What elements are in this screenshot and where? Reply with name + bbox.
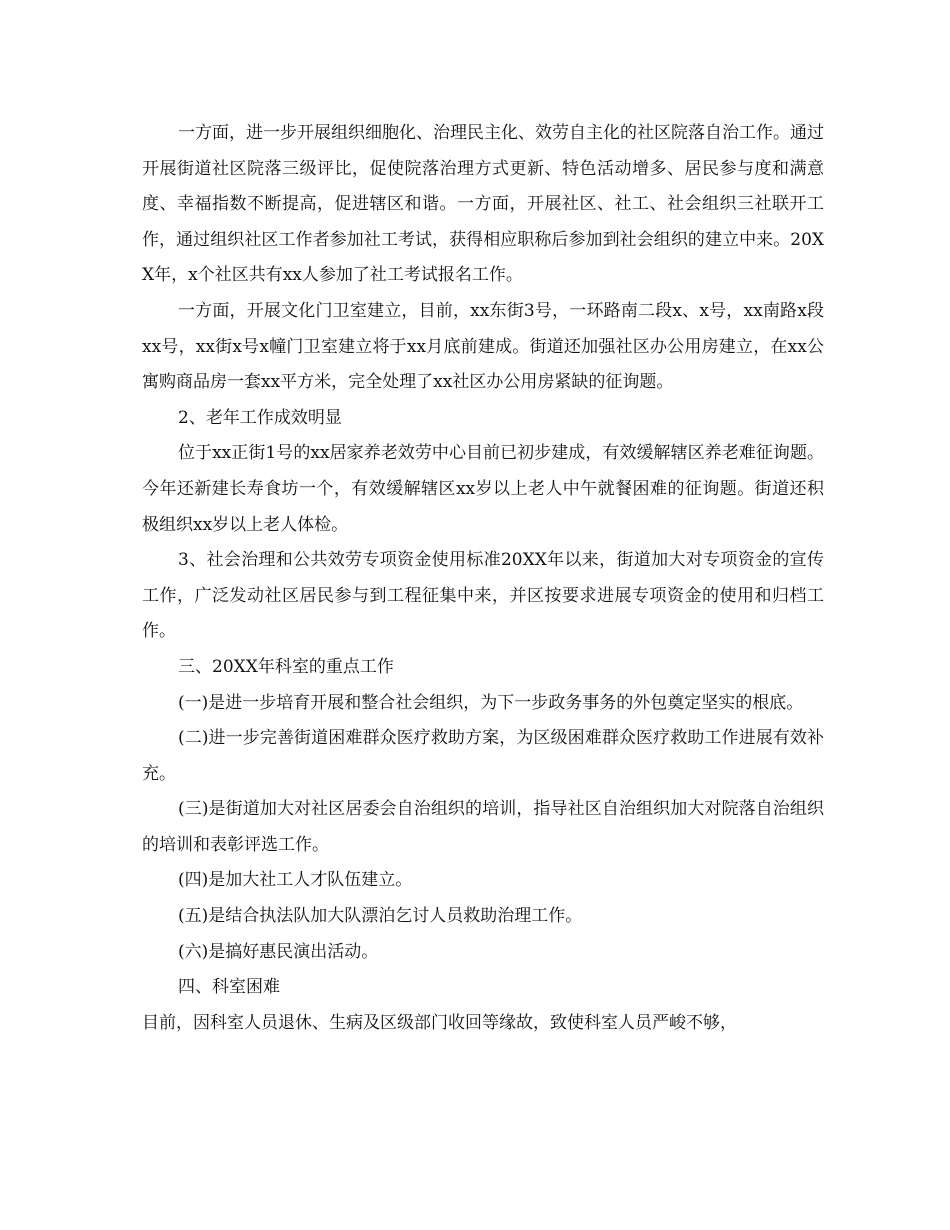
list-item-key-work-5: (五)是结合执法队加大队漂泊乞讨人员救助治理工作。 <box>178 906 583 927</box>
list-item-key-work-2: (二)进一步完善街道困难群众医疗救助方案，为区级困难群众医疗救助工作进展有效补充。 <box>142 728 824 784</box>
section-heading-key-work: 三、20XX年科室的重点工作 <box>178 656 394 677</box>
list-item-key-work-4: (四)是加大社工人才队伍建立。 <box>178 870 413 891</box>
section-heading-elderly-work: 2、老年工作成效明显 <box>178 407 342 428</box>
paragraph-guard-room-construction: 一方面，开展文化门卫室建立，目前，xx东街3号，一环路南二段x、x号，xx南路x段xx号，xx街x号x幢门卫室建立将于xx月底前建成。街道还加强社区办公用房建立，在xx公寓购商品房一套xx平方米，完全处理了xx社区办公用房紧缺的征询题。 <box>142 300 824 393</box>
list-item-key-work-6: (六)是搞好惠民演出活动。 <box>178 941 379 962</box>
paragraph-staff-shortage: 目前，因科室人员退休、生病及区级部门收回等缘故，致使科室人员严峻不够， <box>142 1012 737 1033</box>
list-item-key-work-1: (一)是进一步培育开展和整合社会组织，为下一步政务事务的外包奠定坚实的根底。 <box>178 692 804 713</box>
list-item-key-work-3: (三)是街道加大对社区居委会自治组织的培训，指导社区自治组织加大对院落自治组织的培训和表彰评选工作。 <box>142 799 824 855</box>
section-heading-difficulties: 四、科室困难 <box>178 977 280 998</box>
document-page <box>142 116 824 1041</box>
paragraph-special-funds: 3、社会治理和公共效劳专项资金使用标准20XX年以来，街道加大对专项资金的宣传工作，广泛发动社区居民参与到工程征集中来，并区按要求进展专项资金的使用和归档工作。 <box>142 550 824 642</box>
paragraph-community-autonomy: 一方面，进一步开展组织细胞化、治理民主化、效劳自主化的社区院落自治工作。通过开展街道社区院落三级评比，促使院落治理方式更新、特色活动增多、居民参与度和满意度、幸福指数不断提高，促进辖区和谐。一方面，开展社区、社工、社会组织三社联开工作，通过组织社区工作者参加社工考试，获得相应职称后参加到社会组织的建立中来。20XX年，x个社区共有xx人参加了社工考试报名工作。 <box>142 123 824 286</box>
paragraph-elderly-service-center: 位于xx正街1号的xx居家养老效劳中心目前已初步建成，有效缓解辖区养老难征询题。今年还新建长寿食坊一个，有效缓解辖区xx岁以上老人中午就餐困难的征询题。街道还积极组织xx岁以上老人体检。 <box>142 443 824 535</box>
